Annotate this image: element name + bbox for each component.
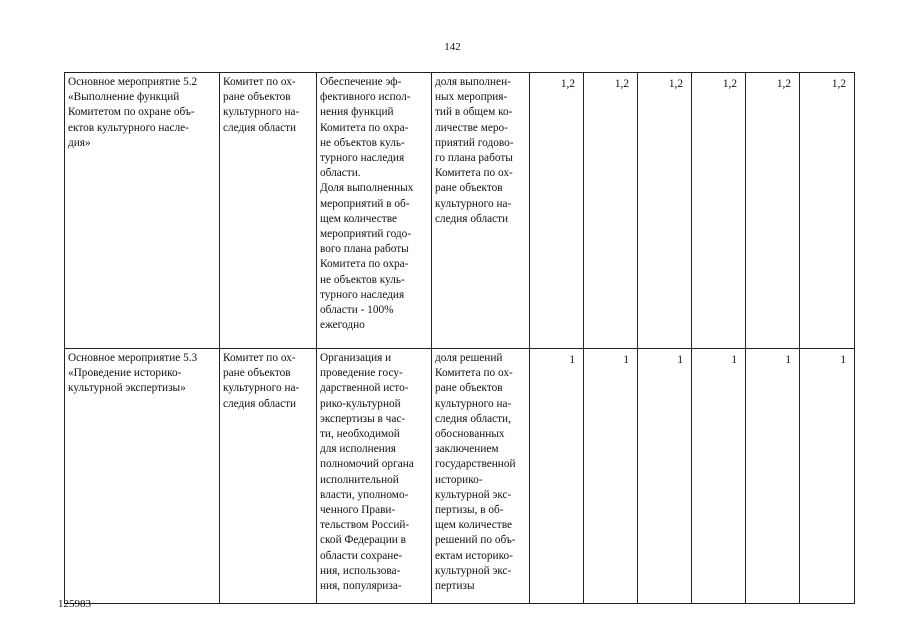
value-cell: 1,2 — [800, 73, 855, 349]
activity-cell: Основное мероприятие 5.3 «Проведение историко- культурной экспертизы» — [65, 349, 220, 604]
value-cell: 1 — [800, 349, 855, 604]
page-number: 142 — [444, 41, 461, 53]
value-cell: 1,2 — [584, 73, 638, 349]
document-id: 125983 — [58, 598, 91, 610]
value-cell: 1,2 — [692, 73, 746, 349]
value-cell: 1 — [746, 349, 800, 604]
indicator-cell: доля решений Комитета по ох- ране объектов культурного на- следия области, обоснованных заключением государственной историко- культурной экс- пертизы, в об- щем количестве решений по объ- ектам историко- культурной экс- пертизы — [432, 349, 530, 604]
value-cell: 1,2 — [746, 73, 800, 349]
table-row — [65, 349, 855, 604]
value-cell: 1 — [692, 349, 746, 604]
indicator-cell: доля выполнен- ных мероприя- тий в общем ко- личестве меро- приятий годово- го плана работы Комитета по ох- ране объектов культурного на- следия области — [432, 73, 530, 349]
value-cell: 1,2 — [530, 73, 584, 349]
executor-cell: Комитет по ох- ране объектов культурного на- следия области — [220, 349, 317, 604]
executor-cell: Комитет по ох- ране объектов культурного на- следия области — [220, 73, 317, 349]
goal-cell: Организация и проведение госу- дарственной исто- рико-культурной экспертизы в час- ти, необходимой для исполнения полномочий органа исполнительной власти, уполномо- ченного Прави- тельством Россий- ской Федерации в области сохране- ния, использова- ния, популяриза- — [317, 349, 432, 604]
value-cell: 1 — [530, 349, 584, 604]
activity-cell: Основное мероприятие 5.2 «Выполнение функций Комитетом по охране объ- ектов культурного насле- дия» — [65, 73, 220, 349]
activities-table — [64, 72, 855, 604]
goal-cell: Обеспечение эф- фективного испол- нения функций Комитета по охра- не объектов куль- турного наследия области. Доля выполненных мероприятий в об- щем количестве мероприятий годо- вого плана работы Комитета по охра- не объектов куль- турного наследия области - 100% ежегодно — [317, 73, 432, 349]
value-cell: 1,2 — [638, 73, 692, 349]
value-cell: 1 — [638, 349, 692, 604]
table-row — [65, 73, 855, 349]
value-cell: 1 — [584, 349, 638, 604]
